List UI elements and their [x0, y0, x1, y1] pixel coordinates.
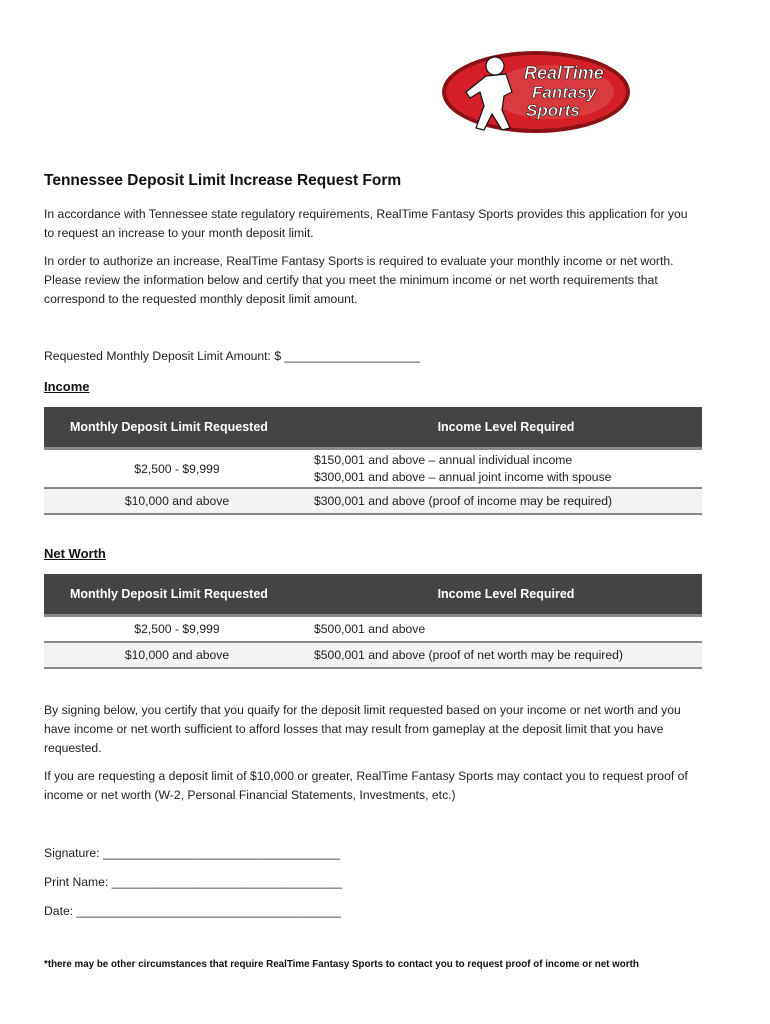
- proof-line-2: income or net worth (W-2, Personal Financial Statements, Investments, etc.): [44, 788, 456, 802]
- print-name-field[interactable]: Print Name: __________________________________: [44, 875, 343, 889]
- column-header: Income Level Required: [310, 574, 702, 616]
- intro-line-1: In accordance with Tennessee state regulatory requirements, RealTime Fantasy Sports provides this application for you: [44, 207, 688, 221]
- certification-line-2: have income or net worth sufficient to afford losses that may result from gameplay at the deposit limit that you have: [44, 722, 664, 736]
- requested-amount-field[interactable]: Requested Monthly Deposit Limit Amount: $ ____________________: [44, 349, 421, 363]
- realtime-fantasy-sports-logo: [440, 48, 632, 136]
- proof-paragraph: [44, 767, 734, 805]
- limit-cell: $2,500 - $9,999: [44, 449, 310, 489]
- income-heading: Income: [44, 379, 90, 394]
- column-header: Income Level Required: [310, 407, 702, 449]
- requirement-line: $150,001 and above – annual individual income: [314, 452, 573, 467]
- table-row: [44, 642, 702, 668]
- requirement-cell: $300,001 and above (proof of income may be required): [310, 488, 702, 514]
- net-worth-table: [44, 574, 702, 669]
- date-field[interactable]: Date: _______________________________________: [44, 904, 341, 918]
- table-row: [44, 488, 702, 514]
- signature-field[interactable]: Signature: ___________________________________: [44, 846, 341, 860]
- column-header: Monthly Deposit Limit Requested: [44, 574, 310, 616]
- proof-line-1: If you are requesting a deposit limit of $10,000 or greater, RealTime Fantasy Sports may contact you to request proof of: [44, 769, 688, 783]
- evaluation-line-2: Please review the information below and certify that you meet the minimum income or net worth requirements that: [44, 273, 658, 287]
- evaluation-line-3: correspond to the requested monthly deposit limit amount.: [44, 292, 358, 306]
- table-header-row: [44, 574, 702, 616]
- limit-cell: $10,000 and above: [44, 642, 310, 668]
- intro-paragraph: [44, 205, 734, 243]
- evaluation-paragraph: [44, 252, 734, 309]
- requirement-cell: [310, 449, 702, 489]
- net-worth-heading: Net Worth: [44, 546, 106, 561]
- certification-paragraph: [44, 701, 734, 758]
- page-title: Tennessee Deposit Limit Increase Request Form: [44, 172, 402, 189]
- logo-text-fantasy: Fantasy: [532, 83, 597, 102]
- limit-cell: $10,000 and above: [44, 488, 310, 514]
- table-row: [44, 449, 702, 489]
- intro-line-2: to request an increase to your month deposit limit.: [44, 226, 314, 240]
- requirement-cell: $500,001 and above (proof of net worth may be required): [310, 642, 702, 668]
- footnote: *there may be other circumstances that require RealTime Fantasy Sports to contact you to request proof of income or net worth: [44, 959, 639, 970]
- logo-text-realtime: RealTime: [524, 63, 604, 83]
- certification-line-1: By signing below, you certify that you quaify for the deposit limit requested based on your income or net worth and you: [44, 703, 681, 717]
- logo-text-sports: Sports: [526, 101, 580, 120]
- evaluation-line-1: In order to authorize an increase, RealTime Fantasy Sports is required to evaluate your monthly income or net worth.: [44, 254, 674, 268]
- column-header: Monthly Deposit Limit Requested: [44, 407, 310, 449]
- income-table: [44, 407, 702, 515]
- certification-line-3: requested.: [44, 741, 102, 755]
- requirement-line: $300,001 and above – annual joint income with spouse: [314, 469, 612, 484]
- limit-cell: $2,500 - $9,999: [44, 616, 310, 643]
- requirement-cell: $500,001 and above: [310, 616, 702, 643]
- table-header-row: [44, 407, 702, 449]
- table-row: [44, 616, 702, 643]
